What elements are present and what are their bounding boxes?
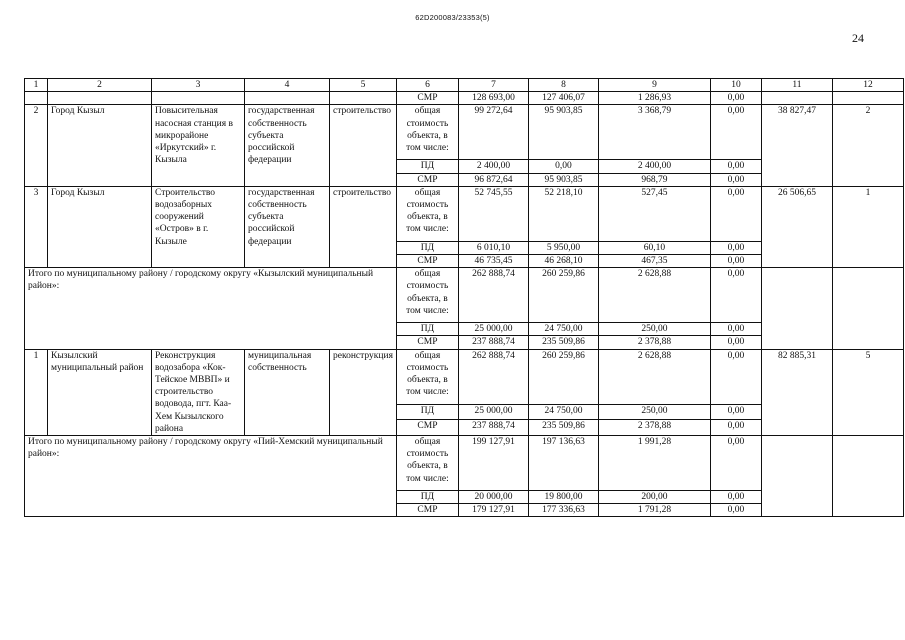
work-kind-cell: строительство: [330, 105, 397, 186]
col-num: 10: [710, 79, 761, 92]
cost-type: СМР: [396, 504, 458, 517]
value-cell: 968,79: [598, 173, 710, 186]
value-cell: 235 509,86: [528, 336, 598, 349]
empty-cell: [832, 268, 903, 349]
value-cell: 262 888,74: [458, 349, 528, 404]
value-cell: 0,00: [710, 173, 761, 186]
empty-cell: [330, 92, 397, 105]
subtotal-row: [25, 436, 904, 491]
investment-table: [24, 78, 904, 517]
empty-cell: [761, 92, 832, 105]
value-cell: 260 259,86: [528, 268, 598, 323]
value-cell: 0,00: [710, 491, 761, 504]
value-cell: 2: [832, 105, 903, 186]
cost-type: ПД: [396, 241, 458, 254]
empty-cell: [48, 92, 152, 105]
col-num: 5: [330, 79, 397, 92]
empty-cell: [152, 92, 245, 105]
value-cell: 82 885,31: [761, 349, 832, 435]
value-cell: 19 800,00: [528, 491, 598, 504]
work-kind-cell: строительство: [330, 186, 397, 267]
municipality-cell: Город Кызыл: [48, 105, 152, 186]
value-cell: 0,00: [710, 336, 761, 349]
municipality-cell: Город Кызыл: [48, 186, 152, 267]
value-cell: 38 827,47: [761, 105, 832, 186]
cost-type: ПД: [396, 160, 458, 173]
value-cell: 5 950,00: [528, 241, 598, 254]
object-name-cell: Строительство водозаборных сооружений «Остров» в г. Кызыле: [152, 186, 245, 267]
value-cell: 0,00: [710, 504, 761, 517]
value-cell: 0,00: [710, 105, 761, 160]
value-cell: 24 750,00: [528, 323, 598, 336]
col-num: 11: [761, 79, 832, 92]
table-row: [25, 105, 904, 160]
value-cell: 46 268,10: [528, 255, 598, 268]
col-num: 1: [25, 79, 48, 92]
table-row: [25, 92, 904, 105]
value-cell: 200,00: [598, 491, 710, 504]
value-cell: 179 127,91: [458, 504, 528, 517]
value-cell: 237 888,74: [458, 420, 528, 436]
row-number: 3: [25, 186, 48, 267]
value-cell: 235 509,86: [528, 420, 598, 436]
value-cell: 527,45: [598, 186, 710, 241]
value-cell: 0,00: [710, 186, 761, 241]
row-number: 2: [25, 105, 48, 186]
value-cell: 2 628,88: [598, 349, 710, 404]
value-cell: 1 286,93: [598, 92, 710, 105]
col-num: 12: [832, 79, 903, 92]
value-cell: 0,00: [710, 349, 761, 404]
empty-cell: [832, 436, 903, 517]
column-number-row: [25, 79, 904, 92]
value-cell: 20 000,00: [458, 491, 528, 504]
value-cell: 0,00: [710, 241, 761, 254]
value-cell: 0,00: [710, 420, 761, 436]
value-cell: 260 259,86: [528, 349, 598, 404]
value-cell: 1 791,28: [598, 504, 710, 517]
cost-type: ПД: [396, 404, 458, 420]
object-name-cell: Повысительная насосная станция в микрорайоне «Иркутский» г. Кызыла: [152, 105, 245, 186]
value-cell: 1 991,28: [598, 436, 710, 491]
value-cell: 467,35: [598, 255, 710, 268]
cost-type: СМР: [396, 173, 458, 186]
cost-type: ПД: [396, 491, 458, 504]
row-number: 1: [25, 349, 48, 435]
value-cell: 0,00: [710, 268, 761, 323]
ownership-cell: государственная собственность субъекта российской федерации: [245, 105, 330, 186]
col-num: 6: [396, 79, 458, 92]
cost-type: общая стоимость объекта, в том числе:: [396, 436, 458, 491]
subtotal-label: Итого по муниципальному району / городскому округу «Кызылский муниципальный район»:: [25, 268, 397, 349]
value-cell: 177 336,63: [528, 504, 598, 517]
value-cell: 0,00: [528, 160, 598, 173]
value-cell: 0,00: [710, 160, 761, 173]
value-cell: 52 218,10: [528, 186, 598, 241]
cost-type: СМР: [396, 420, 458, 436]
document-code: 62D200083/23353(5): [415, 13, 490, 22]
value-cell: 127 406,07: [528, 92, 598, 105]
table-row: [25, 186, 904, 241]
value-cell: 197 136,63: [528, 436, 598, 491]
object-name-cell: Реконструкция водозабора «Кок-Тейское МВВП» и строительство водовода, пгт. Каа-Хем Кызылского района: [152, 349, 245, 435]
col-num: 8: [528, 79, 598, 92]
cost-type: общая стоимость объекта, в том числе:: [396, 186, 458, 241]
empty-cell: [832, 92, 903, 105]
value-cell: 95 903,85: [528, 173, 598, 186]
value-cell: 128 693,00: [458, 92, 528, 105]
value-cell: 5: [832, 349, 903, 435]
value-cell: 25 000,00: [458, 323, 528, 336]
value-cell: 95 903,85: [528, 105, 598, 160]
col-num: 7: [458, 79, 528, 92]
value-cell: 0,00: [710, 255, 761, 268]
municipality-cell: Кызылский муниципальный район: [48, 349, 152, 435]
cost-type: СМР: [396, 92, 458, 105]
work-kind-cell: реконструкция: [330, 349, 397, 435]
value-cell: 262 888,74: [458, 268, 528, 323]
value-cell: 2 400,00: [458, 160, 528, 173]
value-cell: 60,10: [598, 241, 710, 254]
value-cell: 2 628,88: [598, 268, 710, 323]
empty-cell: [245, 92, 330, 105]
page-number: 24: [852, 31, 864, 45]
col-num: 2: [48, 79, 152, 92]
value-cell: 237 888,74: [458, 336, 528, 349]
value-cell: 0,00: [710, 436, 761, 491]
value-cell: 0,00: [710, 92, 761, 105]
table-row: [25, 349, 904, 404]
value-cell: 46 735,45: [458, 255, 528, 268]
value-cell: 96 872,64: [458, 173, 528, 186]
col-num: 9: [598, 79, 710, 92]
empty-cell: [761, 268, 832, 349]
value-cell: 0,00: [710, 323, 761, 336]
value-cell: 2 378,88: [598, 336, 710, 349]
ownership-cell: государственная собственность субъекта российской федерации: [245, 186, 330, 267]
value-cell: 2 400,00: [598, 160, 710, 173]
empty-cell: [25, 92, 48, 105]
value-cell: 199 127,91: [458, 436, 528, 491]
value-cell: 24 750,00: [528, 404, 598, 420]
value-cell: 250,00: [598, 323, 710, 336]
value-cell: 99 272,64: [458, 105, 528, 160]
empty-cell: [761, 436, 832, 517]
col-num: 3: [152, 79, 245, 92]
cost-type: ПД: [396, 323, 458, 336]
value-cell: 250,00: [598, 404, 710, 420]
cost-type: общая стоимость объекта, в том числе:: [396, 105, 458, 160]
cost-type: СМР: [396, 255, 458, 268]
value-cell: 2 378,88: [598, 420, 710, 436]
cost-type: общая стоимость объекта, в том числе:: [396, 268, 458, 323]
subtotal-label: Итого по муниципальному району / городскому округу «Пий-Хемский муниципальный район»:: [25, 436, 397, 517]
subtotal-row: [25, 268, 904, 323]
value-cell: 25 000,00: [458, 404, 528, 420]
value-cell: 1: [832, 186, 903, 267]
col-num: 4: [245, 79, 330, 92]
value-cell: 0,00: [710, 404, 761, 420]
value-cell: 3 368,79: [598, 105, 710, 160]
value-cell: 52 745,55: [458, 186, 528, 241]
value-cell: 26 506,65: [761, 186, 832, 267]
value-cell: 6 010,10: [458, 241, 528, 254]
cost-type: общая стоимость объекта, в том числе:: [396, 349, 458, 404]
ownership-cell: муниципальная собственность: [245, 349, 330, 435]
cost-type: СМР: [396, 336, 458, 349]
